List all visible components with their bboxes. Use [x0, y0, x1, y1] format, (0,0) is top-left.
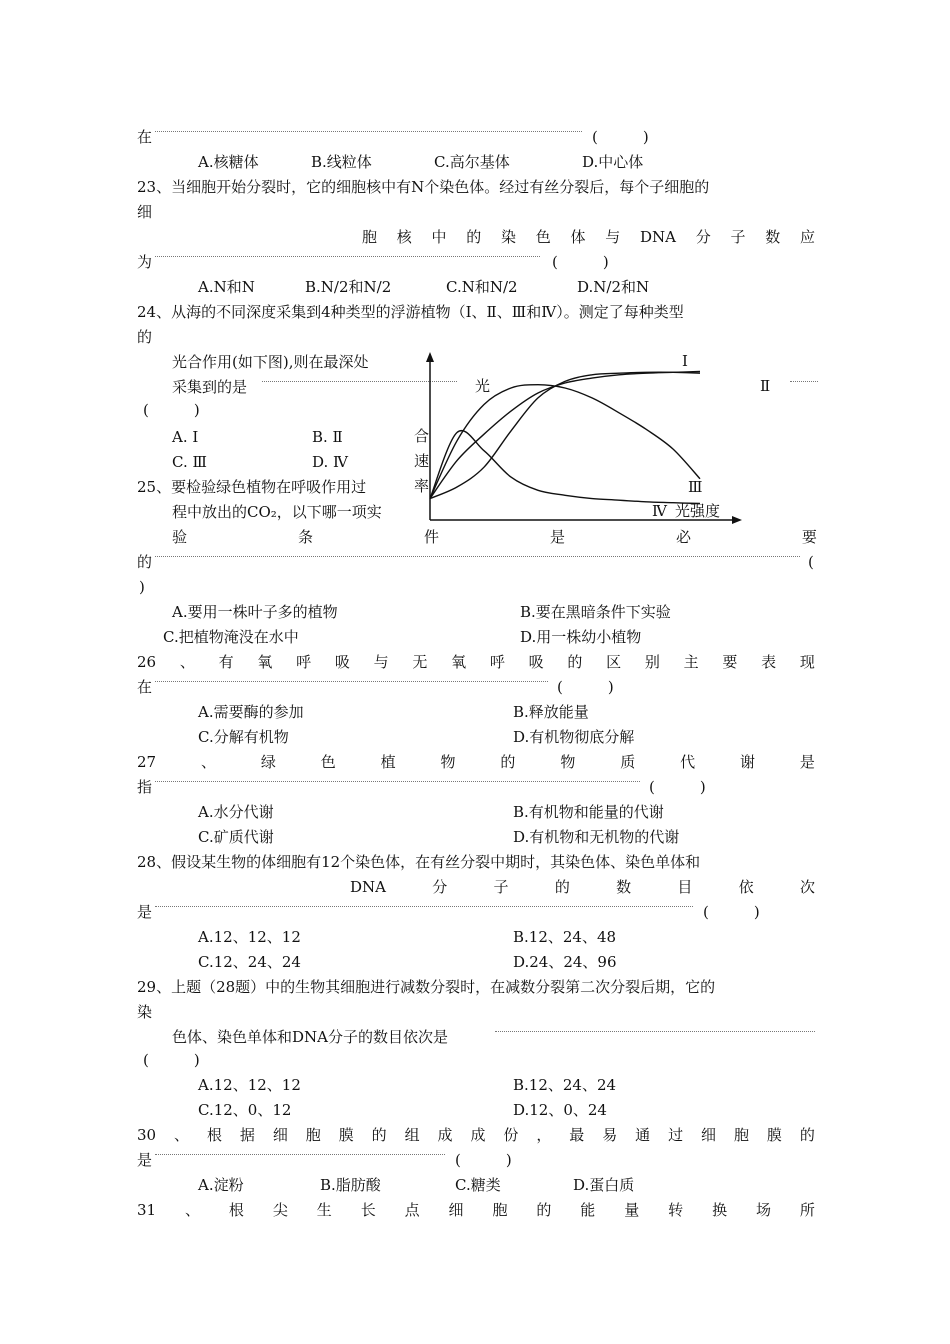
stem-char: 场: [755, 1201, 771, 1219]
stem-char: 份: [503, 1126, 519, 1144]
stem-char: 胞: [492, 1201, 508, 1219]
q26-line-end: 在: [137, 678, 153, 696]
y-axis-label-char: 合: [414, 427, 430, 445]
stem-char: 成: [437, 1126, 453, 1144]
stem-char: 根: [228, 1201, 244, 1219]
stem-char: 绿: [260, 753, 276, 771]
stem-char: 物: [440, 753, 456, 771]
q30-option-a: A.淀粉: [198, 1176, 244, 1194]
stem-char: 易: [602, 1126, 618, 1144]
stem-char: 应: [799, 228, 815, 246]
stem-char: 与: [373, 653, 389, 671]
stem-char: 是: [549, 528, 565, 546]
x-axis-label: 光强度: [675, 502, 721, 520]
q25-stem-justified: [172, 527, 817, 547]
q23-line-end: 为: [137, 253, 153, 271]
q24-stem: 24、从海的不同深度采集到4种类型的浮游植物（Ⅰ、Ⅱ、Ⅲ和Ⅳ）。测定了每种类型: [137, 303, 684, 321]
stem-char: 核: [396, 228, 412, 246]
q23-answer-blank[interactable]: ( ): [552, 253, 609, 271]
y-axis-arrow: [426, 352, 434, 362]
stem-char: 物: [560, 753, 576, 771]
q27-line-end: 指: [137, 778, 153, 796]
series-line-4: [430, 431, 703, 504]
q23-option-c: C.N和N/2: [446, 278, 518, 296]
stem-char: 次: [799, 878, 815, 896]
answer-leader-dots: [155, 556, 800, 557]
stem-char: 子: [730, 228, 746, 246]
stem-char: 要: [801, 528, 817, 546]
answer-leader-dots: [155, 1154, 445, 1155]
stem-char: 的: [554, 878, 570, 896]
stem-char: 别: [644, 653, 660, 671]
q30-line-end: 是: [137, 1151, 153, 1169]
stem-char: 31: [137, 1201, 157, 1219]
stem-char: 表: [761, 653, 777, 671]
stem-char: 尖: [272, 1201, 288, 1219]
stem-char: 体: [570, 228, 586, 246]
stem-char: 量: [624, 1201, 640, 1219]
q26-stem-justified: [137, 652, 815, 672]
answer-leader-dots: [155, 681, 548, 682]
stem-char: 胞: [733, 1126, 749, 1144]
stem-char: 生: [316, 1201, 332, 1219]
y-axis-label-char: 率: [414, 477, 430, 495]
stem-char: 呼: [296, 653, 312, 671]
q23-option-d: D.N/2和N: [577, 278, 650, 296]
stem-char: 谢: [739, 753, 755, 771]
stem-char: 成: [470, 1126, 486, 1144]
stem-char: 目: [677, 878, 693, 896]
q29-answer-blank[interactable]: ( ): [143, 1051, 200, 1069]
stem-char: 区: [606, 653, 622, 671]
q25-option-a: A.要用一株叶子多的植物: [172, 603, 338, 621]
series-label-iv: Ⅳ: [652, 502, 667, 520]
stem-char: 要: [722, 653, 738, 671]
series-label-i: Ⅰ: [682, 352, 688, 370]
q26-option-a: A.需要酶的参加: [198, 703, 304, 721]
q27-option-b: B.有机物和能量的代谢: [513, 803, 664, 821]
stem-char: 30: [137, 1126, 157, 1144]
q25-stem: 25、要检验绿色植物在呼吸作用过: [137, 478, 367, 496]
x-axis-arrow: [732, 516, 742, 524]
stem-char: 能: [580, 1201, 596, 1219]
q26-option-b: B.释放能量: [513, 703, 589, 721]
stem-char: 过: [668, 1126, 684, 1144]
stem-char: 吸: [528, 653, 544, 671]
q22-option-a: A.核糖体: [198, 153, 259, 171]
stem-char: 色: [535, 228, 551, 246]
stem-char: 无: [412, 653, 428, 671]
answer-leader-dots: [155, 131, 582, 132]
q23-stem-wrap: 细: [137, 203, 153, 221]
stem-char: 细: [448, 1201, 464, 1219]
stem-char: 膜: [766, 1126, 782, 1144]
stem-char: 细: [272, 1126, 288, 1144]
stem-char: 主: [683, 653, 699, 671]
stem-char: 验: [172, 528, 188, 546]
q30-option-b: B.脂肪酸: [320, 1176, 381, 1194]
q27-answer-blank[interactable]: ( ): [649, 778, 706, 796]
stem-char: 的: [371, 1126, 387, 1144]
stem-char: 的: [536, 1201, 552, 1219]
q22-option-c: C.高尔基体: [434, 153, 510, 171]
q28-answer-blank[interactable]: ( ): [703, 903, 760, 921]
stem-char: 转: [668, 1201, 684, 1219]
q29-option-d: D.12、0、24: [513, 1101, 607, 1119]
q22-answer-blank[interactable]: ( ): [592, 128, 649, 146]
q29-option-c: C.12、0、12: [198, 1101, 292, 1119]
q27-option-a: A.水分代谢: [198, 803, 274, 821]
series-line-2: [430, 385, 703, 499]
y-axis-label-char: 光: [475, 377, 491, 395]
q30-answer-blank[interactable]: ( ): [455, 1151, 512, 1169]
q25-line-end: 的: [137, 553, 153, 571]
q24-stem-cont: 光合作用(如下图),则在最深处: [172, 353, 369, 371]
q23-stem: 23、当细胞开始分裂时，它的细胞核中有N个染色体。经过有丝分裂后，每个子细胞的: [137, 178, 710, 196]
stem-char: 呼: [489, 653, 505, 671]
stem-char: 分: [432, 878, 448, 896]
answer-leader-dots: [155, 256, 540, 257]
q22-line-end: 在: [137, 128, 153, 146]
stem-char: 中: [431, 228, 447, 246]
stem-char: 质: [620, 753, 636, 771]
stem-char: 通: [635, 1126, 651, 1144]
q28-line-end: 是: [137, 903, 153, 921]
q22-option-b: B.线粒体: [311, 153, 372, 171]
stem-char: 件: [423, 528, 439, 546]
photosynthesis-chart: [400, 340, 820, 530]
stem-char: 26: [137, 653, 157, 671]
q25-option-c: C.把植物淹没在水中: [163, 628, 299, 646]
q23-option-a: A.N和N: [198, 278, 255, 296]
q31-stem-justified: [137, 1200, 815, 1220]
stem-char: 的: [799, 1126, 815, 1144]
q24-answer-blank[interactable]: ( ): [143, 401, 200, 419]
stem-char: 膜: [338, 1126, 354, 1144]
stem-char: 氧: [257, 653, 273, 671]
stem-char: 所: [799, 1201, 815, 1219]
stem-char: 胞: [305, 1126, 321, 1144]
q24-option-b: B. Ⅱ: [312, 428, 343, 446]
q30-option-c: C.糖类: [455, 1176, 501, 1194]
stem-char: 的: [500, 753, 516, 771]
stem-char: 子: [493, 878, 509, 896]
stem-char: 胞: [362, 228, 378, 246]
stem-char: 的: [466, 228, 482, 246]
stem-char: 植: [380, 753, 396, 771]
stem-char: 点: [404, 1201, 420, 1219]
stem-char: 组: [404, 1126, 420, 1144]
stem-char: 据: [239, 1126, 255, 1144]
stem-char: ，: [536, 1126, 552, 1144]
q29-option-b: B.12、24、24: [513, 1076, 617, 1094]
stem-char: 依: [738, 878, 754, 896]
q23-stem-justified: [362, 227, 815, 247]
q28-option-d: D.24、24、96: [513, 953, 617, 971]
stem-char: 根: [206, 1126, 222, 1144]
q29-stem-wrap: 染: [137, 1003, 153, 1021]
stem-char: 细: [701, 1126, 717, 1144]
stem-char: 长: [360, 1201, 376, 1219]
q29-stem: 29、上题（28题）中的生物其细胞进行减数分裂时，在减数分裂第二次分裂后期，它的: [137, 978, 716, 996]
q27-stem-justified: [137, 752, 815, 772]
stem-char: 必: [675, 528, 691, 546]
stem-char: 、: [185, 1201, 201, 1219]
stem-char: 吸: [334, 653, 350, 671]
y-axis-label-char: 速: [414, 452, 430, 470]
stem-char: 有: [218, 653, 234, 671]
stem-char: 换: [712, 1201, 728, 1219]
q28-option-b: B.12、24、48: [513, 928, 617, 946]
q25-answer-blank-close[interactable]: ): [139, 578, 145, 596]
series-label-ii: Ⅱ: [760, 377, 771, 395]
answer-leader-dots: [155, 781, 640, 782]
q27-option-d: D.有机物和无机物的代谢: [513, 828, 680, 846]
q25-stem-cont: 程中放出的CO₂，以下哪一项实: [172, 503, 382, 521]
q24-option-a: A. Ⅰ: [172, 428, 199, 446]
q26-option-c: C.分解有机物: [198, 728, 289, 746]
stem-char: 分: [695, 228, 711, 246]
stem-char: 数: [765, 228, 781, 246]
q22-option-d: D.中心体: [582, 153, 644, 171]
q24-option-c: C. Ⅲ: [172, 453, 207, 471]
stem-char: DNA: [350, 878, 386, 896]
stem-char: 的: [567, 653, 583, 671]
q26-option-d: D.有机物彻底分解: [513, 728, 635, 746]
stem-char: 最: [569, 1126, 585, 1144]
stem-char: 、: [200, 753, 216, 771]
q25-answer-blank-open[interactable]: (: [808, 553, 814, 571]
stem-char: 色: [320, 753, 336, 771]
stem-char: 与: [605, 228, 621, 246]
q25-option-d: D.用一株幼小植物: [520, 628, 642, 646]
stem-char: 染: [501, 228, 517, 246]
stem-char: 氧: [451, 653, 467, 671]
stem-char: 现: [799, 653, 815, 671]
stem-char: 、: [174, 1126, 190, 1144]
stem-char: 代: [680, 753, 696, 771]
q24-option-d: D. Ⅳ: [312, 453, 349, 471]
stem-char: 数: [616, 878, 632, 896]
q26-answer-blank[interactable]: ( ): [557, 678, 614, 696]
q30-option-d: D.蛋白质: [573, 1176, 635, 1194]
q28-option-a: A.12、12、12: [198, 928, 301, 946]
stem-char: 是: [799, 753, 815, 771]
series-label-iii: Ⅲ: [688, 478, 703, 496]
q24-stem-wrap: 的: [137, 328, 153, 346]
q28-stem: 28、假设某生物的体细胞有12个染色体，在有丝分裂中期时，其染色体、染色单体和: [137, 853, 701, 871]
q28-option-c: C.12、24、24: [198, 953, 301, 971]
q30-stem-justified: [137, 1125, 815, 1145]
q27-option-c: C.矿质代谢: [198, 828, 274, 846]
q28-stem-justified: [350, 877, 815, 897]
answer-leader-dots: [155, 906, 693, 907]
stem-char: 条: [297, 528, 313, 546]
q23-option-b: B.N/2和N/2: [305, 278, 392, 296]
stem-char: 27: [137, 753, 157, 771]
q29-option-a: A.12、12、12: [198, 1076, 301, 1094]
stem-char: 、: [179, 653, 195, 671]
q29-stem-cont: 色体、染色单体和DNA分子的数目依次是: [172, 1028, 448, 1046]
answer-leader-dots: [495, 1031, 815, 1032]
q24-stem-cont-2: 采集到的是: [172, 378, 248, 396]
stem-char: DNA: [640, 228, 676, 246]
q25-option-b: B.要在黑暗条件下实验: [520, 603, 671, 621]
